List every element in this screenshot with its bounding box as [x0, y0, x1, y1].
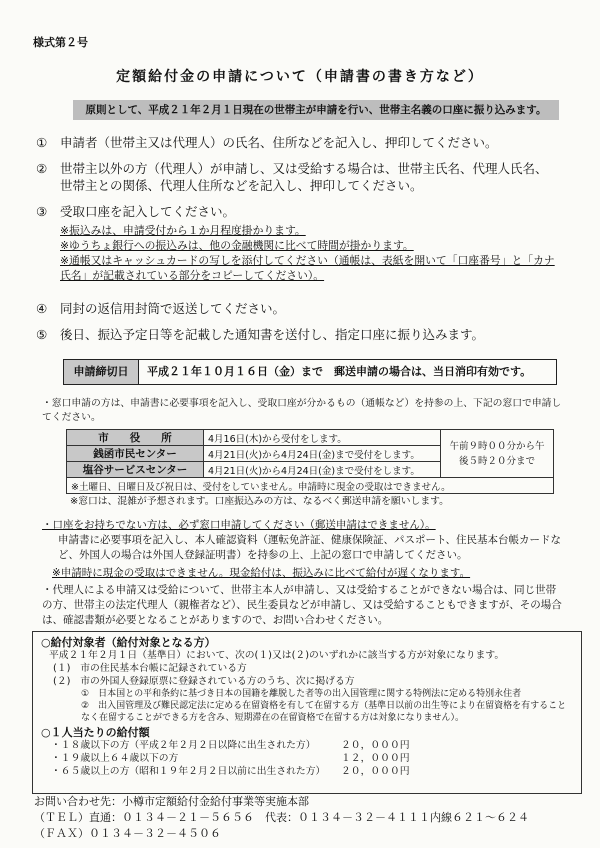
eligibility-lead: 平成２１年２月１日（基準日）において、次の(１)又は(２)のいずれかに該当する方が対象になります。: [49, 650, 505, 661]
note-passbook-copy: ※通帳又はキャッシュカードの写しを添付してください（通帳は、表紙を開いて「口座番号」と「カナ氏名」が記載されている部分をコピーしてください）。: [60, 254, 555, 282]
no-account-note: ※申請時に現金の受取はできません。現金給付は、振込みに比べて給付が遅くなります。: [52, 567, 471, 579]
item-number: ①: [36, 135, 48, 150]
deadline-value: 平成２１年１０月１６日（金）まで 郵送申請の場合は、当日消印有効です。: [147, 365, 532, 378]
window-hours: 午前９時００分から午後５時２０分まで: [441, 430, 554, 478]
item-text: 受取口座を記入してください。: [60, 204, 236, 219]
period-city-hall: 4月16日(木)から受付をします。: [204, 430, 441, 446]
no-account-section: [42, 518, 562, 581]
deadline-box: [63, 359, 557, 385]
contact-heading: お問い合わせ先：小樽市定額給付金給付事業等実施本部: [34, 795, 309, 808]
eligibility-cond2: (２) 市の外国人登録原票に登録されている方のうち、次に掲げる方: [53, 676, 355, 687]
principle-banner: 原則として、平成２１年２月１日現在の世帯主が申請を行い、世帯主名義の口座に振り込みます。: [73, 100, 559, 120]
amount-heading: ○１人当たりの給付額: [41, 726, 150, 739]
no-account-main: ・口座をお持ちでない方は、必ず窓口申請してください（郵送申請はできません）。: [42, 519, 436, 531]
eligibility-heading: ○給付対象者（給付対象となる方）: [41, 636, 216, 649]
item-2: [36, 160, 556, 194]
note-transfer-time: ※振込みは、申請受付から１か月程度掛かります。: [60, 224, 306, 237]
amount-label: ・１８歳以下の方（平成２年２月２日以降に出生された方）: [51, 740, 316, 751]
window-intro: ・窓口申請の方は、申請書に必要事項を記入し、受取口座が分かるもの（通帳など）を持参の上、下記の窓口で申請してください。: [42, 398, 562, 423]
item-text: 申請者（世帯主又は代理人）の氏名、住所などを記入し、押印してください。: [60, 135, 498, 150]
item-number: ④: [36, 301, 48, 316]
item-5: [36, 326, 556, 343]
amount-value: ２０，０００円: [341, 766, 410, 777]
item-number: ③: [36, 204, 48, 219]
window-note-holidays: ※土曜日、日曜日及び祝日は、受付をしていません。申請時に現金の受取はできません。: [67, 478, 554, 494]
note-yucho: ※ゆうちょ銀行への振込みは、他の金融機関に比べて時間が掛かります。: [60, 239, 414, 252]
amount-row: [51, 752, 573, 765]
item-text: 同封の返信用封筒で返送してください。: [60, 301, 286, 316]
item-1: [36, 134, 556, 151]
no-account-detail: 申請書に必要事項を記入し、本人確認資料（運転免許証、健康保険証、パスポート、住民基本台帳カードなど、外国人の場合は外国人登録証明書）を持参の上、上記の窓口で申請してください。: [58, 534, 562, 561]
item-text: 世帯主以外の方（代理人）が申請し、又は受給する場合は、世帯主氏名、代理人氏名、世帯主との関係、代理人住所などを記入し、押印してください。: [60, 161, 548, 193]
contact-tel: （ＴＥＬ）直通：０１３４－２１－５６５６ 代表：０１３４－３２－４１１１内線６２１～６２４: [34, 811, 529, 824]
eligibility-sub2: ② 出入国管理及び難民認定法に定める在留資格を有して在留する方（基準日以前の出生等により在留資格を有することなく在留することができる方を含み、短期滞在の在留資格で在留する方は対象になりません）。: [81, 701, 567, 723]
amount-row: [51, 739, 573, 752]
table-row: [67, 430, 554, 446]
period-zenibako: 4月21日(火)から4月24日(金)まで受付をします。: [204, 446, 441, 462]
deadline-label: 申請締切日: [64, 360, 139, 384]
item-number: ⑤: [36, 327, 48, 342]
proxy-note: ・代理人による申請又は受給について、世帯主本人が申請し、又は受給することができない場合は、同じ世帯の方、世帯主の法定代理人（親権者など）、民生委員などが申請し、又は受給することもできますが、その場合は、確認書類が必要となることがありますので、お問い合わせください。: [42, 584, 562, 626]
amount-value: ２０，０００円: [341, 740, 410, 751]
contact-fax: （ＦＡＸ）０１３４－３２－４５０６: [34, 827, 221, 840]
window-note-crowded: ※窓口は、混雑が予想されます。口座振込みの方は、なるべく郵送申請を願いします。: [70, 496, 449, 507]
amount-value: １２，０００円: [341, 753, 410, 764]
amount-label: ・６５歳以上の方（昭和１９年２月２日以前に出生された方）: [51, 766, 326, 777]
form-number: 様式第２号: [33, 36, 88, 49]
eligibility-cond1: (１) 市の住民基本台帳に記録されている方: [53, 663, 247, 674]
eligibility-box: [32, 631, 582, 794]
amount-label: ・１９歳以上６４歳以下の方: [51, 753, 179, 764]
amount-row: [51, 765, 573, 778]
eligibility-sub1: ① 日本国との平和条約に基づき日本の国籍を離脱した者等の出入国管理に関する特例法に定める特別永住者: [81, 689, 522, 699]
table-row: [67, 478, 554, 494]
page-title: 定額給付金の申請について（申請書の書き方など）: [116, 69, 484, 85]
window-table: [66, 429, 554, 494]
item-4: [36, 300, 556, 317]
place-shioya: 塩谷サービスセンター: [67, 462, 204, 478]
place-zenibako: 銭函市民センター: [67, 446, 204, 462]
item-text: 後日、振込予定日等を記載した通知書を送付し、指定口座に振り込みます。: [60, 327, 485, 342]
item-number: ②: [36, 161, 48, 176]
period-shioya: 4月21日(火)から4月24日(金)まで受付をします。: [204, 462, 441, 478]
item-3: [36, 203, 556, 283]
place-city-hall: 市 役 所: [67, 430, 204, 446]
